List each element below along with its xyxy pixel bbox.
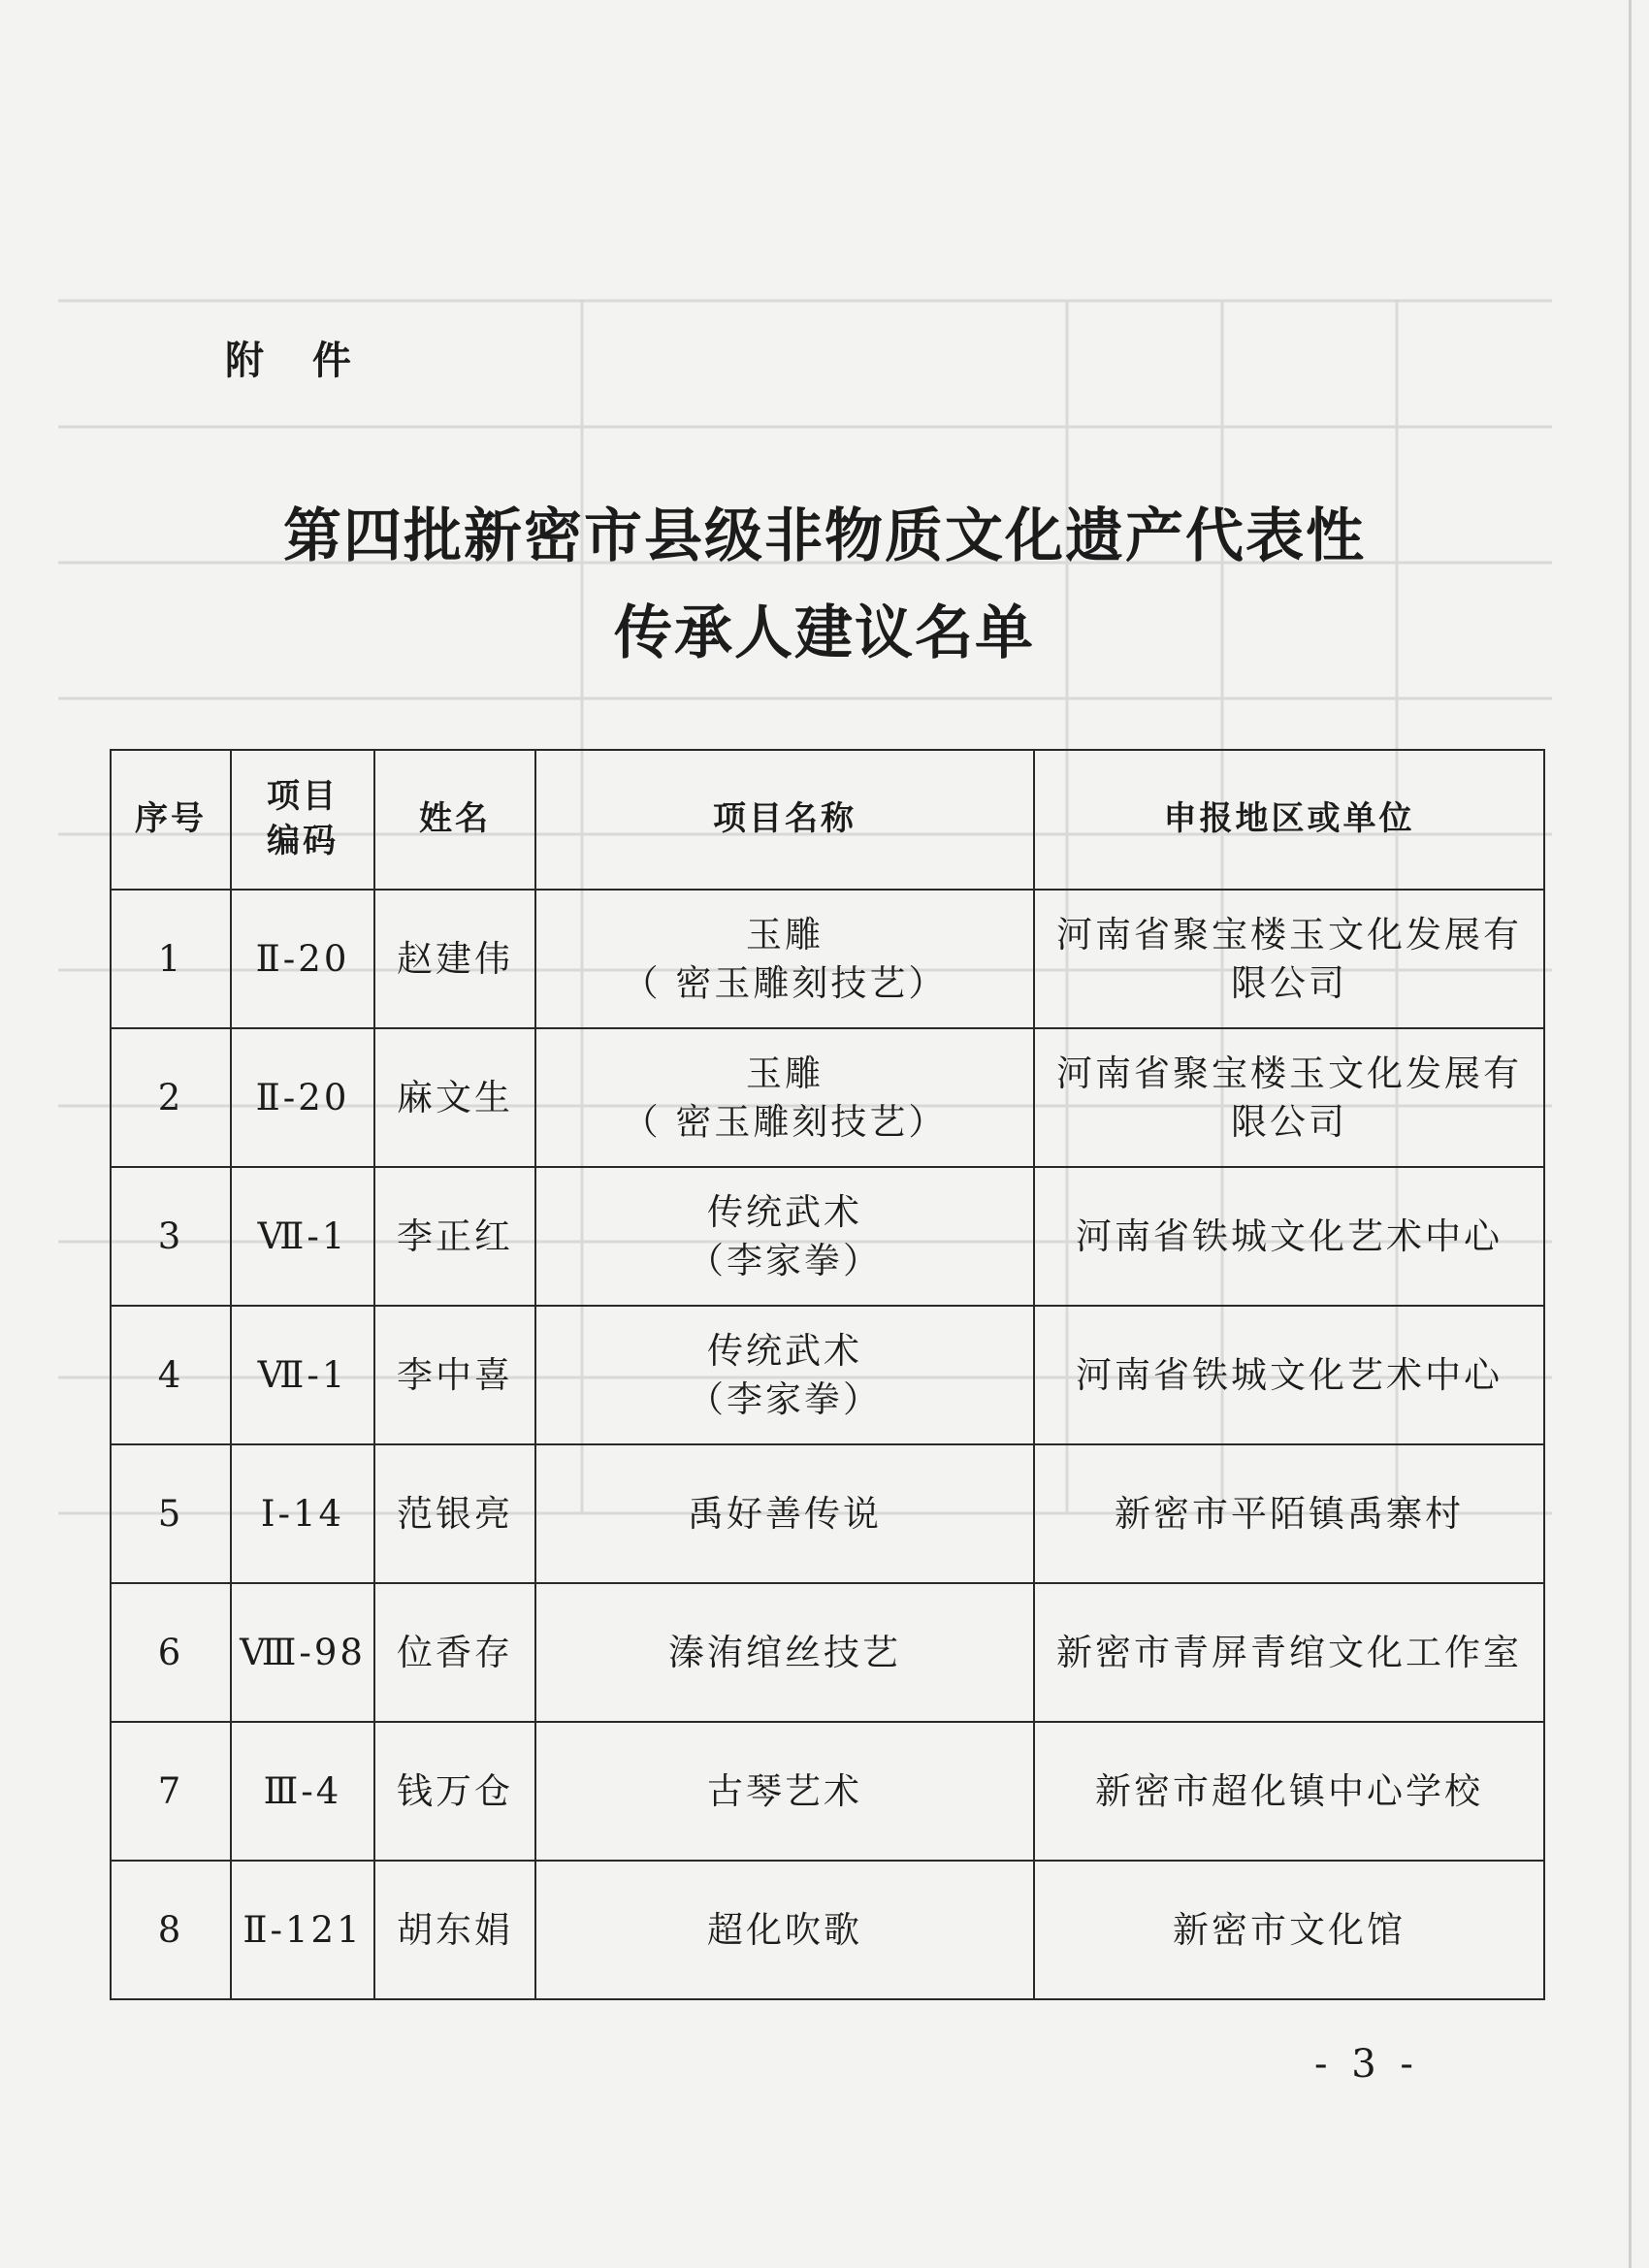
header-unit: 申报地区或单位 (1034, 750, 1544, 890)
header-name: 姓名 (374, 750, 535, 890)
cell-code: Ⅱ-121 (231, 1861, 374, 1999)
table-row (111, 1306, 1544, 1444)
item-main: 传统武术 (707, 1190, 862, 1233)
cell-code: Ⅱ-20 (231, 890, 374, 1028)
item-main: 传统武术 (707, 1329, 862, 1372)
cell-name: 位香存 (374, 1583, 535, 1722)
table-row (111, 1028, 1544, 1167)
table-row (111, 1583, 1544, 1722)
header-seq: 序号 (111, 750, 231, 890)
cell-unit: 河南省铁城文化艺术中心 (1034, 1167, 1544, 1306)
cell-item (535, 1028, 1034, 1167)
document-title-line-2: 传承人建议名单 (614, 599, 1035, 667)
cell-unit: 新密市文化馆 (1034, 1861, 1544, 1999)
cell-seq: 3 (111, 1167, 231, 1306)
unit-line-1: 河南省聚宝楼玉文化发展有 (1056, 1052, 1522, 1094)
cell-code: Ⅶ-1 (231, 1167, 374, 1306)
cell-name: 赵建伟 (374, 890, 535, 1028)
cell-code: Ⅷ-98 (231, 1583, 374, 1722)
cell-item: 古琴艺术 (535, 1722, 1034, 1861)
cell-unit: 新密市平陌镇禹寨村 (1034, 1444, 1544, 1583)
cell-item (535, 1306, 1034, 1444)
cell-name: 胡东娟 (374, 1861, 535, 1999)
cell-code: Ⅰ-14 (231, 1444, 374, 1583)
attachment-label: 附 件 (225, 339, 369, 383)
item-sub: （李家拳） (688, 1239, 882, 1281)
cell-item: 超化吹歌 (535, 1861, 1034, 1999)
cell-seq: 4 (111, 1306, 231, 1444)
table-row (111, 1167, 1544, 1306)
unit-line-1: 河南省聚宝楼玉文化发展有 (1056, 913, 1522, 956)
unit-line-2: 限公司 (1231, 1100, 1347, 1143)
cell-name: 李中喜 (374, 1306, 535, 1444)
cell-name: 范银亮 (374, 1444, 535, 1583)
cell-unit: 新密市青屏青绾文化工作室 (1034, 1583, 1544, 1722)
header-code-line-1: 项目 (267, 777, 339, 817)
table-row (111, 1861, 1544, 1999)
cell-seq: 8 (111, 1861, 231, 1999)
cell-seq: 2 (111, 1028, 231, 1167)
header-code (231, 750, 374, 890)
table-row (111, 1444, 1544, 1583)
cell-item: 溱洧绾丝技艺 (535, 1583, 1034, 1722)
document-title-line-1: 第四批新密市县级非物质文化遗产代表性 (283, 502, 1366, 570)
cell-unit (1034, 890, 1544, 1028)
header-code-line-2: 编码 (267, 822, 339, 860)
unit-line-2: 限公司 (1231, 961, 1347, 1004)
cell-seq: 7 (111, 1722, 231, 1861)
table-header-row (111, 750, 1544, 890)
item-sub: （ 密玉雕刻技艺） (622, 1100, 948, 1143)
item-main: 玉雕 (746, 1052, 824, 1094)
cell-code: Ⅱ-20 (231, 1028, 374, 1167)
cell-seq: 1 (111, 890, 231, 1028)
cell-seq: 5 (111, 1444, 231, 1583)
cell-item (535, 890, 1034, 1028)
cell-unit (1034, 1028, 1544, 1167)
table-row (111, 890, 1544, 1028)
item-main: 玉雕 (746, 913, 824, 956)
scan-edge (1629, 0, 1632, 2268)
header-item: 项目名称 (535, 750, 1034, 890)
page-number: - 3 - (1314, 2042, 1419, 2087)
cell-unit: 河南省铁城文化艺术中心 (1034, 1306, 1544, 1444)
cell-item: 禹好善传说 (535, 1444, 1034, 1583)
item-sub: （李家拳） (688, 1377, 882, 1420)
item-sub: （ 密玉雕刻技艺） (622, 961, 948, 1004)
cell-code: Ⅶ-1 (231, 1306, 374, 1444)
cell-name: 钱万仓 (374, 1722, 535, 1861)
cell-name: 麻文生 (374, 1028, 535, 1167)
cell-name: 李正红 (374, 1167, 535, 1306)
table-row (111, 1722, 1544, 1861)
cell-seq: 6 (111, 1583, 231, 1722)
cell-code: Ⅲ-4 (231, 1722, 374, 1861)
cell-unit: 新密市超化镇中心学校 (1034, 1722, 1544, 1861)
inheritor-list-table (110, 749, 1545, 2000)
cell-item (535, 1167, 1034, 1306)
